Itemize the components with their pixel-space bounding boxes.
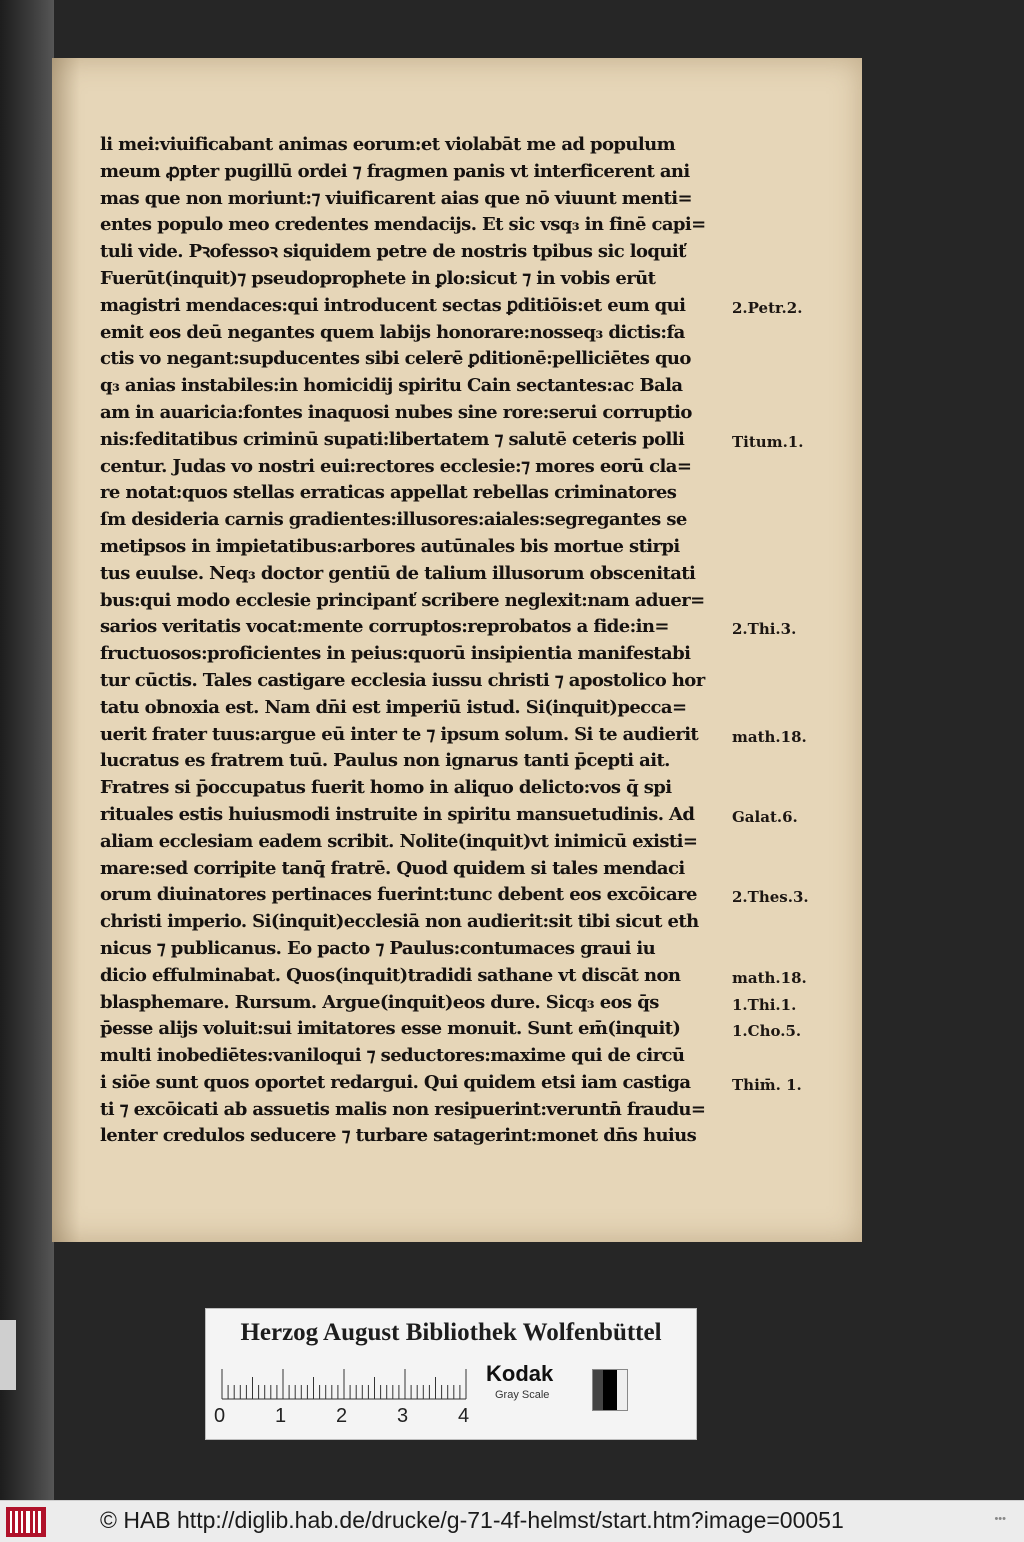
text-line: mas que non moriunt:⁊ viuificarent aias que nō viuunt menti= (100, 187, 692, 209)
margin-note: 2.Thi.3. (732, 620, 797, 639)
text-line: re notat:quos stellas erraticas appellat rebellas criminatores (100, 482, 677, 504)
book-spine-edge (0, 0, 54, 1500)
gray-scale-label: Gray Scale (495, 1389, 550, 1401)
text-line: Fratres si p̄occupatus fuerit homo in aliquo delicto:vos q̄ spi (100, 777, 672, 799)
footer-bar (0, 1500, 1024, 1542)
text-line: ti ⁊ excōicati ab assuetis malis non resipuerint:veruntn̄ fraudu= (100, 1098, 706, 1120)
ruler-scale (220, 1365, 480, 1405)
kodak-logo: Kodak (486, 1361, 554, 1386)
gray-scale-swatch (592, 1369, 628, 1411)
text-line: li mei:viuificabant animas eorum:et violabāt me ad populum (100, 134, 676, 155)
margin-note: 1.Thi.1. (732, 995, 797, 1014)
text-line: tuli vide. Pꝛofessoꝛ siquidem petre de nostris tpibus sic loquiť (100, 241, 686, 263)
text-line: emit eos deū negantes quem labijs honorare:nosseq₃ dictis:fa (100, 321, 685, 343)
text-line: ctis vo negant:supducentes sibi celerē ꝑditionē:pelliciētes quo (100, 348, 691, 370)
book-page (52, 58, 862, 1242)
more-icon[interactable]: ••• (994, 1513, 1006, 1525)
ruler-number: 4 (458, 1405, 470, 1427)
text-line: fructuosos:proficientes in peius:quorū insipientia manifestabi (100, 643, 691, 665)
text-line: entes populo meo credentes mendacijs. Et sic vsq₃ in finē capi= (100, 214, 706, 236)
margin-note: 1.Cho.5. (732, 1022, 802, 1041)
text-line: q₃ anias instabiles:in homicidij spiritu Cain sectantes:ac Bala (100, 375, 683, 397)
text-line: lucratus es fratrem tuū. Paulus non ignarus tanti p̄cepti ait. (100, 750, 670, 772)
margin-note: Galat.6. (732, 808, 798, 826)
text-line: uerit frater tuus:argue eū inter te ⁊ ipsum solum. Si te audierit (100, 723, 699, 745)
text-line: nicus ⁊ publicanus. Eo pacto ⁊ Paulus:contumaces graui iu (100, 937, 656, 959)
ruler-numbers (214, 1405, 474, 1429)
text-line: dicio effulminabat. Quos(inquit)tradidi sathane vt discāt non (100, 964, 681, 986)
text-line: christi imperio. Si(inquit)ecclesiā non audierit:sit tibi sicut eth (100, 911, 699, 933)
margin-note: math.18. (732, 727, 807, 746)
hab-logo-icon (6, 1507, 46, 1537)
text-line: rituales estis huiusmodi instruite in spiritu mansuetudinis. Ad (100, 803, 695, 825)
margin-note: 2.Petr.2. (732, 298, 803, 317)
text-line: tus euulse. Neq₃ doctor gentiū de talium illusorum obscenitati (100, 562, 696, 584)
text-line: multi inobediētes:vaniloqui ⁊ seductores:maxime qui de circū (100, 1045, 685, 1067)
library-name: Herzog August Bibliothek Wolfenbüttel (240, 1319, 662, 1346)
text-line: centur. Judas vo nostri eui:rectores ecclesie:⁊ mores eorū cla= (100, 455, 692, 477)
ruler-number: 3 (397, 1405, 409, 1427)
text-line: bus:qui modo ecclesie principanť scribere neglexit:nam aduer= (100, 589, 705, 611)
text-line: mare:sed corripite tanq̄ fratrē. Quod quidem si tales mendaci (100, 857, 685, 879)
margin-note: math.18. (732, 968, 807, 987)
text-line: lenter credulos seducere ⁊ turbare satagerint:monet dn̄s huius (100, 1125, 697, 1147)
text-line: i siōe sunt quos oportet redargui. Qui quidem etsi iam castiga (100, 1071, 691, 1093)
margin-note: Thim̄. 1. (732, 1076, 802, 1094)
text-line: metipsos in impietatibus:arbores autūnales bis mortue stirpi (100, 535, 680, 557)
page-text-block (100, 132, 800, 1150)
text-line: am in auaricia:fontes inaquosi nubes sine rore:serui corruptio (100, 401, 692, 423)
source-url[interactable]: © HAB http://diglib.hab.de/drucke/g-71-4f-helmst/start.htm?image=00051 (100, 1507, 844, 1533)
text-line: magistri mendaces:qui introducent sectas ꝑditiōis:et eum qui (100, 294, 686, 316)
ruler-number: 0 (214, 1405, 226, 1427)
text-line: sarios veritatis vocat:mente corruptos:reprobatos a fide:in= (100, 616, 669, 638)
text-line: tur cūctis. Tales castigare ecclesia iussu christi ⁊ apostolico hor (100, 669, 705, 691)
text-line: meum ꝓpter pugillū ordei ⁊ fragmen panis vt interficerent ani (100, 160, 690, 182)
text-line: Fuerūt(inquit)⁊ pseudoprophete in ꝑlo:sicut ⁊ in vobis erūt (100, 267, 656, 289)
text-line: tatu obnoxia est. Nam dn̄i est imperiū istud. Si(inquit)pecca= (100, 696, 687, 718)
margin-note: 2.Thes.3. (732, 888, 809, 907)
ruler-number: 1 (275, 1405, 287, 1427)
library-color-card (205, 1308, 697, 1440)
text-line: orum diuinatores pertinaces fuerint:tunc debent eos excōicare (100, 884, 697, 906)
text-line: ſm desideria carnis gradientes:illusores:aiales:segregantes se (100, 509, 687, 531)
margin-note: Titum.1. (732, 432, 804, 451)
text-line: nis:feditatibus criminū supati:libertatem ⁊ salutē ceteris polli (100, 428, 685, 450)
text-line: p̄esse alijs voluit:sui imitatores esse monuit. Sunt em̄(inquit) (100, 1018, 681, 1040)
page-tab (0, 1320, 16, 1390)
text-line: aliam ecclesiam eadem scribit. Nolite(inquit)vt inimicū existi= (100, 830, 698, 852)
text-line: blasphemare. Rursum. Argue(inquit)eos dure. Sicq₃ eos q̄s (100, 991, 659, 1013)
ruler-number: 2 (336, 1405, 348, 1427)
